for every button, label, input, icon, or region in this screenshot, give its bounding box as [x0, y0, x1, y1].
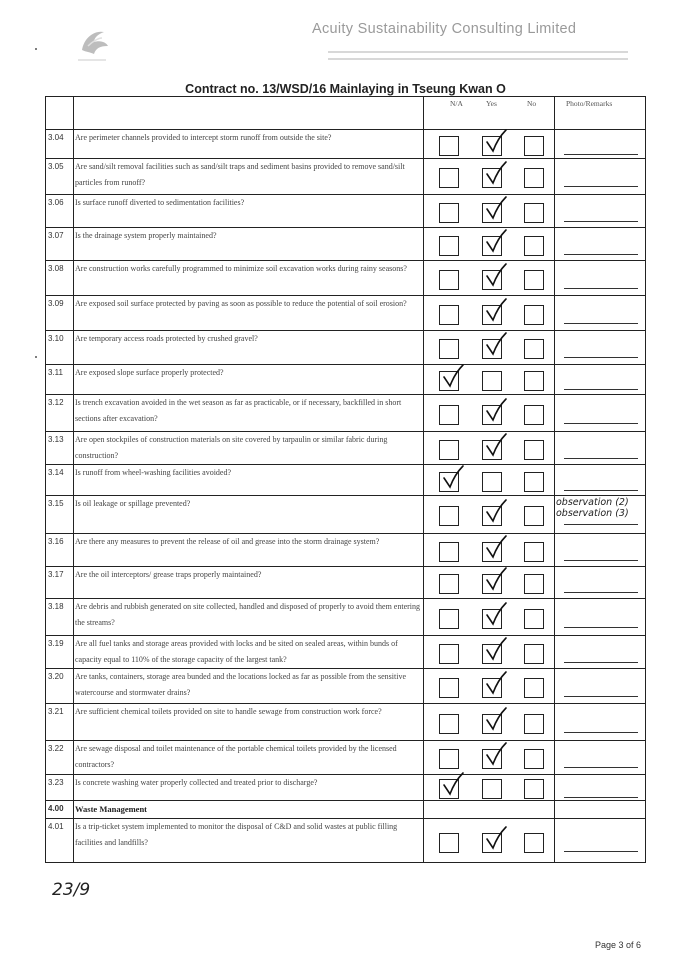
- check-mark-icon: [484, 265, 508, 289]
- check-mark-icon: [484, 163, 508, 187]
- checklist-question: Are exposed soil surface protected by paving as soon as possible to reduce the potential of soil erosion?: [75, 299, 407, 308]
- item-number: 3.13: [48, 435, 64, 444]
- checkbox-yes[interactable]: [482, 678, 502, 698]
- margin-mark: [35, 356, 37, 358]
- checkbox-yes[interactable]: [482, 609, 502, 629]
- remarks-line[interactable]: [564, 490, 638, 491]
- checkbox-no[interactable]: [524, 136, 544, 156]
- checklist-question: Are the oil interceptors/ grease traps properly maintained?: [75, 570, 262, 579]
- check-mark-icon: [484, 639, 508, 663]
- checkbox-yes[interactable]: [482, 644, 502, 664]
- page-number: Page 3 of 6: [594, 940, 641, 950]
- item-number: 3.21: [48, 707, 64, 716]
- item-number: 3.04: [48, 133, 64, 142]
- check-mark-icon: [441, 366, 465, 390]
- checkbox-yes[interactable]: [482, 506, 502, 526]
- remarks-line[interactable]: [564, 662, 638, 663]
- checkbox-no[interactable]: [524, 542, 544, 562]
- checklist-question: Are debris and rubbish generated on site collected, handled and disposed of properly to avoid them entering the streams?: [75, 602, 421, 627]
- checkbox-no[interactable]: [524, 440, 544, 460]
- check-mark-icon: [484, 435, 508, 459]
- column-header-remarks: Photo/Remarks: [566, 99, 613, 108]
- contract-title: Contract no. 13/WSD/16 Mainlaying in Tseung Kwan O: [185, 82, 506, 96]
- check-mark-icon: [484, 709, 508, 733]
- remarks-line[interactable]: [564, 154, 638, 155]
- checkbox-no[interactable]: [524, 168, 544, 188]
- checklist-question: Is the drainage system properly maintained?: [75, 231, 217, 240]
- checkbox-no[interactable]: [524, 678, 544, 698]
- section-heading: Waste Management: [75, 804, 148, 814]
- remarks-line[interactable]: [564, 797, 638, 798]
- remarks-line[interactable]: [564, 767, 638, 768]
- checkbox-no[interactable]: [524, 749, 544, 769]
- item-number: 3.12: [48, 398, 64, 407]
- remarks-line[interactable]: [564, 254, 638, 255]
- checkbox-no[interactable]: [524, 270, 544, 290]
- company-name: Acuity Sustainability Consulting Limited: [312, 21, 577, 37]
- check-mark-icon: [484, 198, 508, 222]
- item-number: 3.23: [48, 778, 64, 787]
- checkbox-no[interactable]: [524, 339, 544, 359]
- checklist-question: Are there any measures to prevent the release of oil and grease into the storm drainage system?: [75, 537, 380, 546]
- checkbox-yes[interactable]: [482, 236, 502, 256]
- handwritten-remark: observation (2): [556, 497, 629, 508]
- company-address-lines: [328, 46, 628, 64]
- remarks-line[interactable]: [564, 627, 638, 628]
- check-mark-icon: [484, 744, 508, 768]
- remarks-line[interactable]: [564, 389, 638, 390]
- checkbox-na[interactable]: [439, 405, 459, 425]
- checkbox-na[interactable]: [439, 168, 459, 188]
- checkbox-na[interactable]: [439, 371, 459, 391]
- checkbox-yes[interactable]: [482, 574, 502, 594]
- checkbox-no[interactable]: [524, 305, 544, 325]
- checkbox-na[interactable]: [439, 609, 459, 629]
- checkbox-no[interactable]: [524, 779, 544, 799]
- check-mark-icon: [484, 673, 508, 697]
- check-mark-icon: [484, 537, 508, 561]
- checkbox-no[interactable]: [524, 371, 544, 391]
- item-number: 3.18: [48, 602, 64, 611]
- check-mark-icon: [484, 131, 508, 155]
- item-number: 3.10: [48, 334, 64, 343]
- check-mark-icon: [484, 400, 508, 424]
- check-mark-icon: [484, 231, 508, 255]
- checkbox-yes[interactable]: [482, 472, 502, 492]
- remarks-line[interactable]: [564, 288, 638, 289]
- checkbox-yes[interactable]: [482, 136, 502, 156]
- item-number: 3.08: [48, 264, 64, 273]
- checklist-question: Are all fuel tanks and storage areas provided with locks and be sited on sealed areas, within bunds of capacity equal to 110% of the storage capacity of the largest tank?: [75, 639, 398, 664]
- checkbox-na[interactable]: [439, 574, 459, 594]
- checkbox-na[interactable]: [439, 136, 459, 156]
- checkbox-na[interactable]: [439, 440, 459, 460]
- checkbox-no[interactable]: [524, 574, 544, 594]
- checkbox-yes[interactable]: [482, 203, 502, 223]
- item-number: 3.11: [48, 368, 63, 377]
- item-number: 3.16: [48, 537, 64, 546]
- checkbox-no[interactable]: [524, 506, 544, 526]
- checkbox-na[interactable]: [439, 678, 459, 698]
- checkbox-na[interactable]: [439, 270, 459, 290]
- column-header-yes: Yes: [486, 99, 497, 108]
- item-number: 3.14: [48, 468, 64, 477]
- check-mark-icon: [441, 774, 465, 798]
- checkbox-na[interactable]: [439, 714, 459, 734]
- remarks-line[interactable]: [564, 560, 638, 561]
- checklist-question: Are tanks, containers, storage area bunded and the locations locked as far as possible from the sensitive watercourse and stormwater drains?: [75, 672, 407, 697]
- checklist-question: Are perimeter channels provided to intercept storm runoff from outside the site?: [75, 133, 332, 142]
- remarks-line[interactable]: [564, 732, 638, 733]
- item-number: 4.00: [48, 804, 64, 813]
- col-divider: [554, 97, 555, 862]
- checkbox-no[interactable]: [524, 609, 544, 629]
- check-mark-icon: [484, 334, 508, 358]
- checkbox-na[interactable]: [439, 749, 459, 769]
- checkbox-na[interactable]: [439, 779, 459, 799]
- handwritten-date: 23/9: [52, 880, 91, 900]
- checklist-table: [45, 96, 646, 863]
- checkbox-na[interactable]: [439, 472, 459, 492]
- checklist-question: Are open stockpiles of construction materials on site covered by tarpaulin or similar fabric during construction?: [75, 435, 388, 460]
- checklist-question: Are sufficient chemical toilets provided on site to handle sewage from construction work force?: [75, 707, 382, 716]
- col-divider: [423, 97, 424, 862]
- item-number: 3.07: [48, 231, 64, 240]
- item-number: 3.17: [48, 570, 64, 579]
- checklist-question: Is surface runoff diverted to sedimentation facilities?: [75, 198, 245, 207]
- margin-mark: [35, 48, 37, 50]
- checklist-question: Is concrete washing water properly collected and treated prior to discharge?: [75, 778, 318, 787]
- check-mark-icon: [441, 467, 465, 491]
- checkbox-na[interactable]: [439, 644, 459, 664]
- remarks-line[interactable]: [564, 186, 638, 187]
- checkbox-yes[interactable]: [482, 168, 502, 188]
- item-number: 3.19: [48, 639, 64, 648]
- item-number: 4.01: [48, 822, 64, 831]
- remarks-line[interactable]: [564, 524, 638, 525]
- check-mark-icon: [484, 604, 508, 628]
- remarks-line[interactable]: [564, 357, 638, 358]
- checkbox-no[interactable]: [524, 644, 544, 664]
- remarks-line[interactable]: [564, 851, 638, 852]
- check-mark-icon: [484, 569, 508, 593]
- checkbox-no[interactable]: [524, 236, 544, 256]
- checkbox-no[interactable]: [524, 833, 544, 853]
- remarks-line[interactable]: [564, 423, 638, 424]
- checklist-question: Is oil leakage or spillage prevented?: [75, 499, 191, 508]
- checkbox-na[interactable]: [439, 506, 459, 526]
- check-mark-icon: [484, 828, 508, 852]
- checklist-question: Is a trip-ticket system implemented to monitor the disposal of C&D and solid wastes at public filling facilities and landfills?: [75, 822, 398, 847]
- remarks-line[interactable]: [564, 592, 638, 593]
- column-header-no: No: [527, 99, 537, 108]
- checkbox-no[interactable]: [524, 714, 544, 734]
- checklist-question: Are sewage disposal and toilet maintenance of the portable chemical toilets provided by the licensed contractors?: [75, 744, 397, 769]
- handwritten-remark: observation (3): [556, 508, 629, 519]
- checkbox-yes[interactable]: [482, 339, 502, 359]
- item-number: 3.15: [48, 499, 64, 508]
- checkbox-yes[interactable]: [482, 833, 502, 853]
- remarks-line[interactable]: [564, 458, 638, 459]
- checkbox-na[interactable]: [439, 236, 459, 256]
- checkbox-yes[interactable]: [482, 714, 502, 734]
- remarks-line[interactable]: [564, 323, 638, 324]
- checklist-question: Are construction works carefully programmed to minimize soil excavation works during rainy seasons?: [75, 264, 407, 273]
- checkbox-yes[interactable]: [482, 749, 502, 769]
- checklist-question: Are exposed slope surface properly protected?: [75, 368, 224, 377]
- check-mark-icon: [484, 300, 508, 324]
- checkbox-yes[interactable]: [482, 305, 502, 325]
- checkbox-yes[interactable]: [482, 371, 502, 391]
- item-number: 3.06: [48, 198, 64, 207]
- checkbox-na[interactable]: [439, 305, 459, 325]
- checkbox-no[interactable]: [524, 405, 544, 425]
- item-number: 3.22: [48, 744, 64, 753]
- checkbox-yes[interactable]: [482, 542, 502, 562]
- column-header-na: N/A: [450, 99, 463, 108]
- checkbox-no[interactable]: [524, 472, 544, 492]
- item-number: 3.20: [48, 672, 64, 681]
- checkbox-yes[interactable]: [482, 779, 502, 799]
- checklist-question: Is trench excavation avoided in the wet season as far as practicable, or if necessary, backfilled in short sections after excavation?: [75, 398, 402, 423]
- checkbox-na[interactable]: [439, 542, 459, 562]
- checkbox-na[interactable]: [439, 833, 459, 853]
- checkbox-yes[interactable]: [482, 270, 502, 290]
- checkbox-na[interactable]: [439, 339, 459, 359]
- check-mark-icon: [484, 501, 508, 525]
- checkbox-no[interactable]: [524, 203, 544, 223]
- remarks-line[interactable]: [564, 696, 638, 697]
- checklist-question: Are temporary access roads protected by crushed gravel?: [75, 334, 258, 343]
- checkbox-na[interactable]: [439, 203, 459, 223]
- checklist-question: Is runoff from wheel-washing facilities avoided?: [75, 468, 232, 477]
- item-number: 3.05: [48, 162, 64, 171]
- remarks-line[interactable]: [564, 221, 638, 222]
- checkbox-yes[interactable]: [482, 440, 502, 460]
- checkbox-yes[interactable]: [482, 405, 502, 425]
- bird-logo-icon: [70, 20, 114, 64]
- item-number: 3.09: [48, 299, 64, 308]
- checklist-question: Are sand/silt removal facilities such as sand/silt traps and sediment basins provided to remove sand/silt particles from runoff?: [75, 162, 405, 187]
